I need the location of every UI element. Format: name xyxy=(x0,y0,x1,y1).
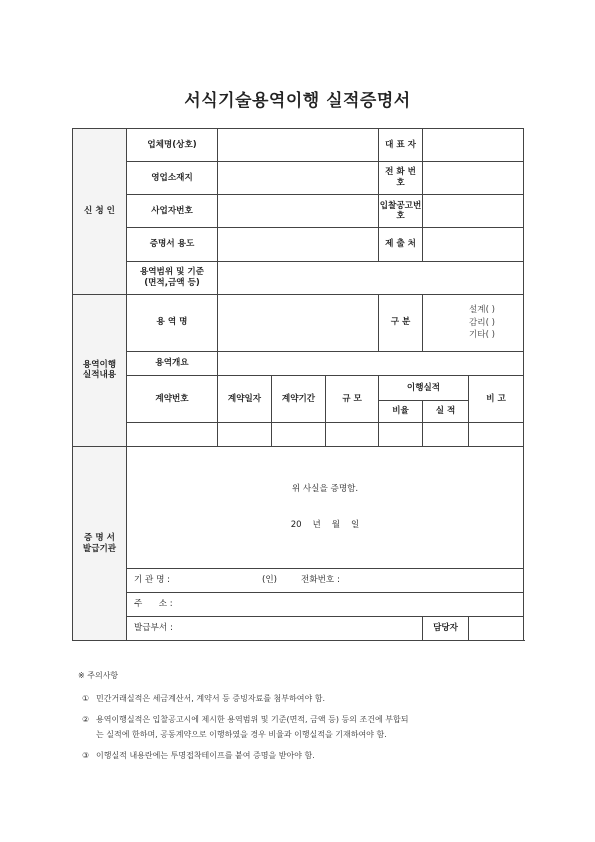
note-text: 이행실적 내용란에는 투명접착테이프를 붙여 증명을 받아야 함. xyxy=(96,751,315,761)
label-org-phone: 전화번호 : xyxy=(301,574,340,585)
input-person-in-charge[interactable] xyxy=(469,616,524,640)
label-business-number: 사업자번호 xyxy=(127,195,218,228)
input-company-name[interactable] xyxy=(218,129,379,162)
notes-section xyxy=(78,670,528,771)
label-certificate-purpose: 증명서 용도 xyxy=(127,228,218,261)
section-performance: 용역이행 실적내용 xyxy=(73,294,127,447)
option-design[interactable]: 설계( ) xyxy=(468,305,496,316)
notes-heading: ※ 주의사항 xyxy=(78,671,119,680)
note-number: ① xyxy=(82,694,90,703)
label-address: 주 소 : xyxy=(134,598,173,609)
section-applicant: 신 청 인 xyxy=(73,129,127,295)
label-bid-notice-number: 입찰공고번호 xyxy=(379,195,423,228)
option-other[interactable]: 기타( ) xyxy=(468,329,496,340)
label-seal: (인) xyxy=(262,574,278,585)
input-phone[interactable] xyxy=(423,162,524,195)
cell-contract-number[interactable] xyxy=(127,423,218,447)
cell-record[interactable] xyxy=(423,423,469,447)
cell-contract-date[interactable] xyxy=(218,423,272,447)
note-item xyxy=(82,749,528,763)
cell-remarks[interactable] xyxy=(469,423,524,447)
certification-statement: 위 사실을 증명함. xyxy=(291,483,359,494)
label-category: 구 분 xyxy=(379,294,423,351)
header-contract-number: 계약번호 xyxy=(127,375,218,422)
label-org-name: 기 관 명 : xyxy=(134,574,170,585)
input-business-address[interactable] xyxy=(218,162,379,195)
category-options[interactable] xyxy=(423,294,524,351)
header-ratio: 비율 xyxy=(379,401,423,423)
input-certificate-purpose[interactable] xyxy=(218,228,379,261)
input-service-overview[interactable] xyxy=(218,351,524,375)
address-row[interactable] xyxy=(127,592,524,616)
label-issuing-dept: 발급부서 : xyxy=(134,623,173,634)
label-service-name: 용 역 명 xyxy=(127,294,218,351)
certificate-form xyxy=(72,128,524,641)
header-remarks: 비 고 xyxy=(469,375,524,422)
issuing-dept-row[interactable] xyxy=(127,616,423,640)
note-item xyxy=(82,692,528,706)
certification-statement-area xyxy=(127,447,524,568)
input-service-scope[interactable] xyxy=(218,261,524,294)
label-business-address: 영업소재지 xyxy=(127,162,218,195)
note-text-continued: 는 실적에 한하며, 공동계약으로 이행하였을 경우 비율과 이행실적을 기재하여야 함. xyxy=(96,729,387,739)
note-item xyxy=(82,713,528,742)
org-name-row[interactable] xyxy=(127,568,524,592)
note-text: 민간거래실적은 세금계산서, 계약서 등 증빙자료를 첨부하여야 함. xyxy=(96,694,325,703)
label-company-name: 업체명(상호) xyxy=(127,129,218,162)
note-number: ② xyxy=(82,715,90,725)
input-business-number[interactable] xyxy=(218,195,379,228)
input-representative[interactable] xyxy=(423,129,524,162)
section-issuer: 증 명 서 발급기관 xyxy=(73,447,127,641)
cell-ratio[interactable] xyxy=(379,423,423,447)
document-title: 서식기술용역이행 실적증명서 xyxy=(184,91,411,111)
label-person-in-charge: 담당자 xyxy=(423,616,469,640)
label-representative: 대 표 자 xyxy=(379,129,423,162)
header-performance-record: 이행실적 xyxy=(379,375,469,400)
input-service-name[interactable] xyxy=(218,294,379,351)
header-record: 실 적 xyxy=(423,401,469,423)
header-contract-period: 계약기간 xyxy=(272,375,326,422)
cell-contract-period[interactable] xyxy=(272,423,326,447)
certification-date: 20 년 월 일 xyxy=(290,520,360,531)
label-phone: 전 화 번 호 xyxy=(379,162,423,195)
input-bid-notice-number[interactable] xyxy=(423,195,524,228)
label-submit-to: 제 출 처 xyxy=(379,228,423,261)
header-contract-date: 계약일자 xyxy=(218,375,272,422)
header-scale: 규 모 xyxy=(326,375,379,422)
cell-scale[interactable] xyxy=(326,423,379,447)
option-supervision[interactable]: 감리( ) xyxy=(468,317,496,328)
note-number: ③ xyxy=(82,751,90,761)
label-service-scope: 용역범위 및 기준 (면적,금액 등) xyxy=(127,261,218,294)
label-service-overview: 용역개요 xyxy=(127,351,218,375)
input-submit-to[interactable] xyxy=(423,228,524,261)
note-text: 용역이행실적은 입찰공고시에 제시한 용역범위 및 기준(면적, 금액 등) 등의 조건에 부합되 xyxy=(96,715,409,725)
